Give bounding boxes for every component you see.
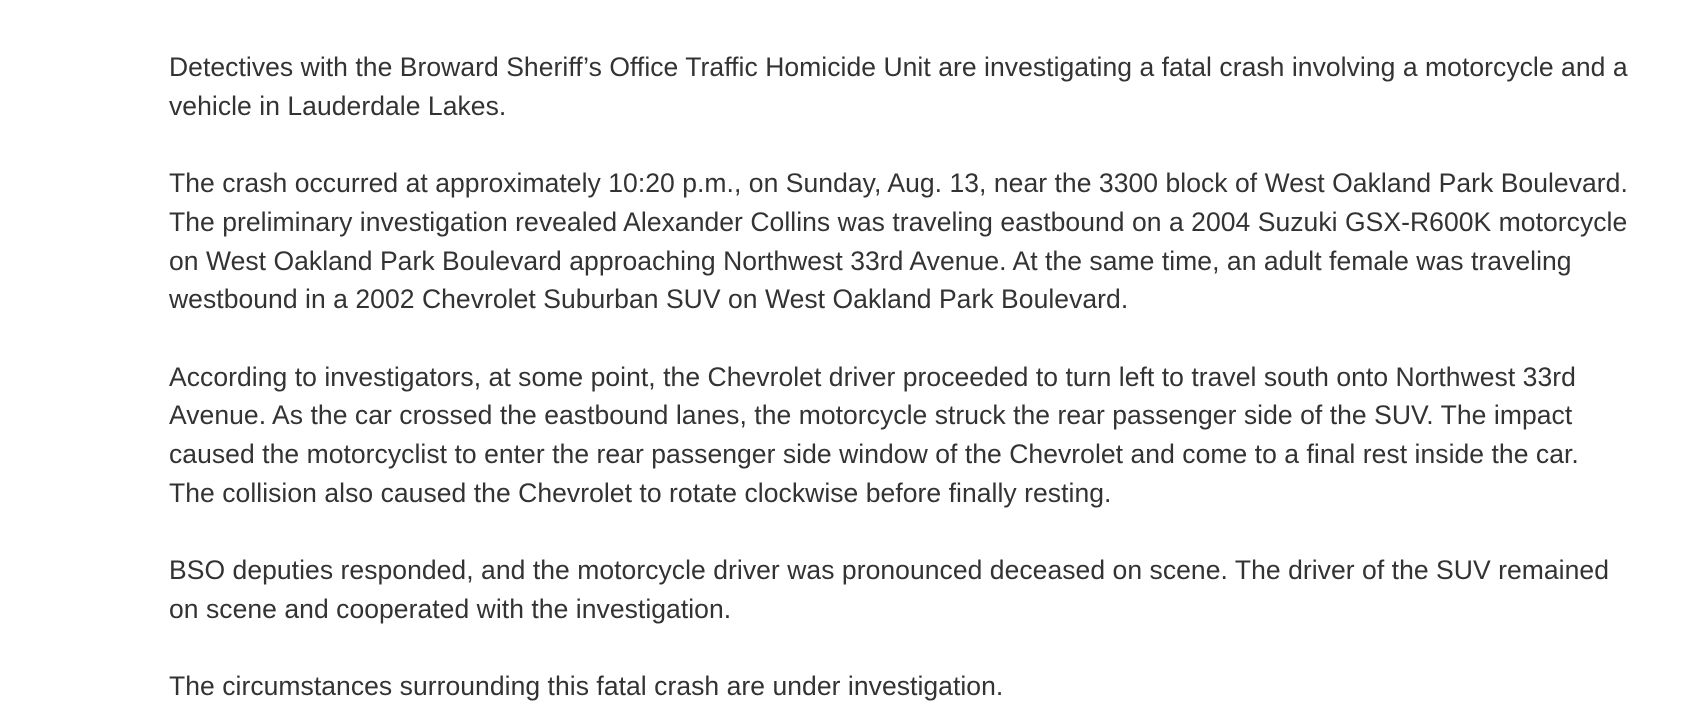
article-paragraph: The crash occurred at approximately 10:20 p.m., on Sunday, Aug. 13, near the 3300 block of West Oakland Park Boulevard. The preliminary investigation revealed Alexander Collins was traveling eastbound on a 2004 Suzuki GSX-R600K motorcycle on West Oakland Park Boulevard approaching Northwest 33rd Avenue. At the same time, an adult female was traveling westbound in a 2002 Chevrolet Suburban SUV on West Oakland Park Boulevard. xyxy=(169,168,1628,315)
article-body xyxy=(169,48,1629,706)
article-paragraph: Detectives with the Broward Sheriff’s Office Traffic Homicide Unit are investigating a fatal crash involving a motorcycle and a vehicle in Lauderdale Lakes. xyxy=(169,52,1628,121)
article-paragraph: The circumstances surrounding this fatal crash are under investigation. xyxy=(169,671,1004,702)
article-paragraph: According to investigators, at some point, the Chevrolet driver proceeded to turn left to travel south onto Northwest 33rd Avenue. As the car crossed the eastbound lanes, the motorcycle struck the rear passenger side of the SUV. The impact caused the motorcyclist to enter the rear passenger side window of the Chevrolet and come to a final rest inside the car. The collision also caused the Chevrolet to rotate clockwise before finally resting. xyxy=(169,361,1579,508)
article-paragraph: BSO deputies responded, and the motorcycle driver was pronounced deceased on scene. The driver of the SUV remained on scene and cooperated with the investigation. xyxy=(169,555,1609,624)
